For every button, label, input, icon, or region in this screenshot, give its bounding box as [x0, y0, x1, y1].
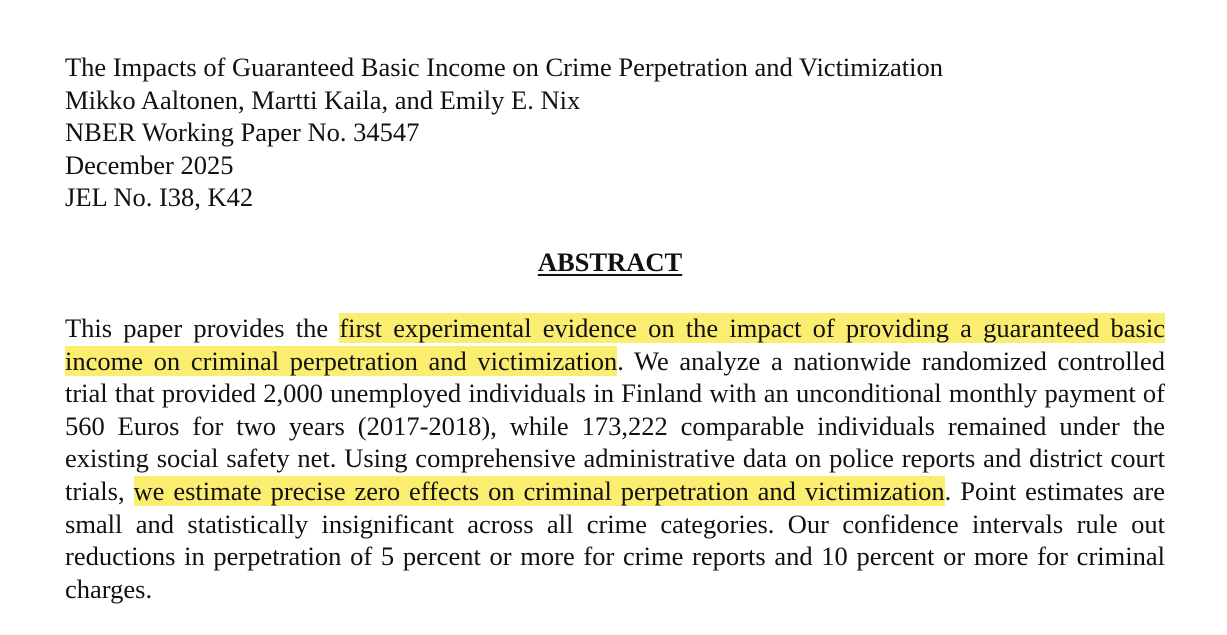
- highlighted-text: first experimental evidence on the impact of providing a guaranteed basic income on criminal perpetration and victimization: [65, 313, 1165, 376]
- abstract-heading: ABSTRACT: [537, 247, 683, 277]
- paper-title: The Impacts of Guaranteed Basic Income on Crime Perpetration and Victimization: [65, 52, 944, 82]
- abstract-text: This paper provides the: [65, 313, 340, 343]
- abstract-body: [65, 312, 1165, 605]
- abstract-text: . Point estimates are small and statistically insignificant across all crime categories. Our confidence intervals rule out reductions in perpetration of 5 percent or more for crime reports and 10 percent or more for criminal charges.: [65, 475, 1165, 604]
- paper-header: [65, 51, 943, 214]
- abstract-text: . We analyze a nationwide randomized controlled trial that provided 2,000 unemployed individuals in Finland with an unconditional monthly payment of 560 Euros for two years (2017-2018), while 173,222 comparable individuals remained under the existing social safety net. Using comprehensive administrative data on police reports and district court trials,: [65, 345, 1165, 506]
- working-paper-number: NBER Working Paper No. 34547: [65, 117, 420, 148]
- paper-authors: Mikko Aaltonen, Martti Kaila, and Emily E. Nix: [65, 84, 581, 115]
- highlighted-text: we estimate precise zero effects on criminal perpetration and victimization: [133, 475, 945, 506]
- publication-date: December 2025: [65, 149, 234, 180]
- jel-codes: JEL No. I38, K42: [65, 182, 254, 213]
